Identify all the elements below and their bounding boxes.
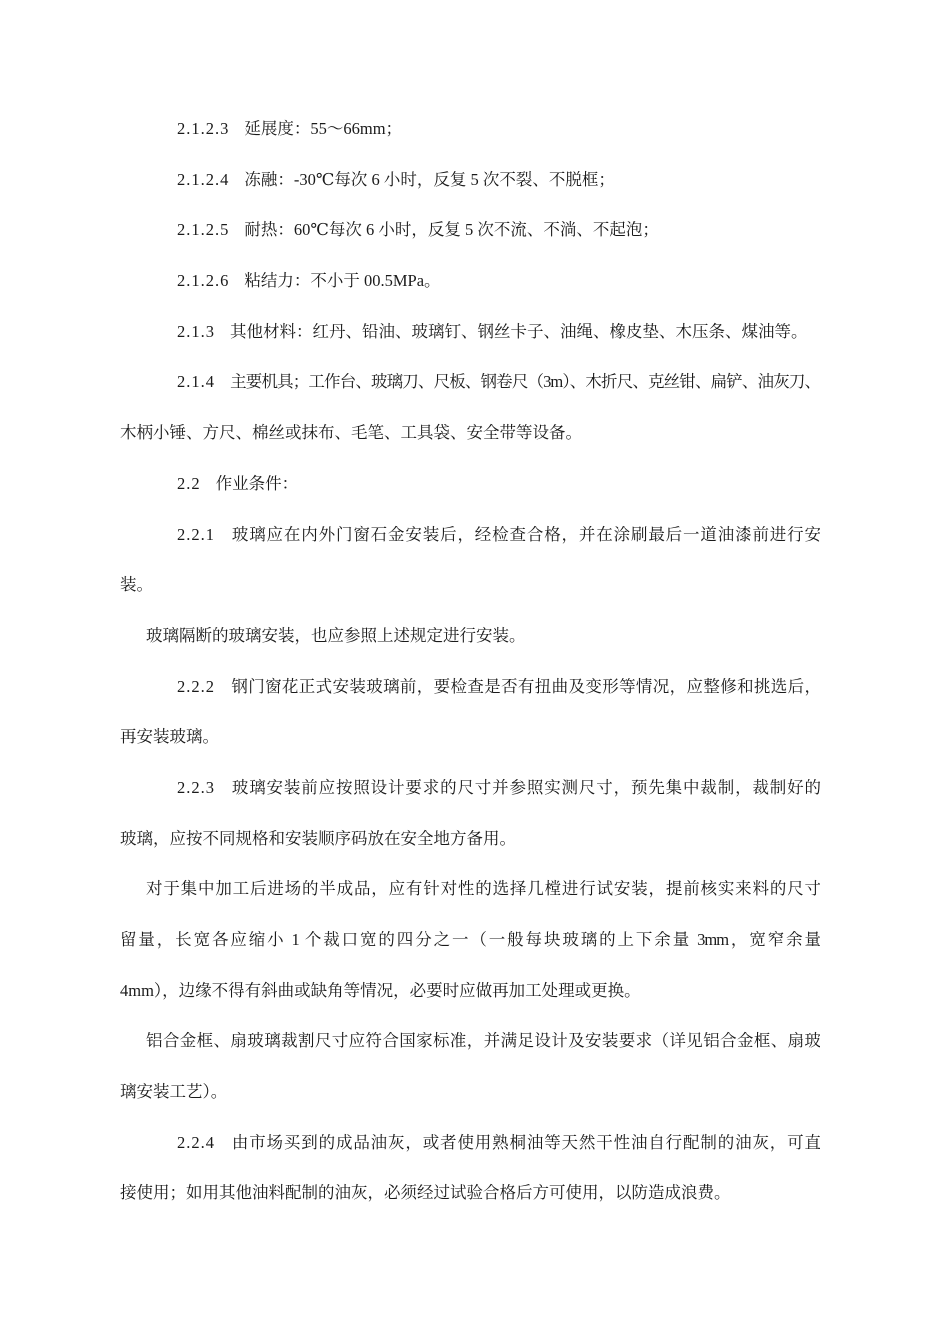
text-line [120, 611, 820, 662]
line-text: 粘结力：不小于 00.5MPa。 [244, 271, 441, 291]
text-line [120, 814, 820, 865]
text-line [120, 408, 820, 459]
clause-number: 2.1.2.3 [177, 119, 230, 138]
line-text: 玻璃安装前应按照设计要求的尺寸并参照实测尺寸，预先集中裁制，裁制好的 [230, 777, 820, 797]
clause-number: 2.1.2.5 [177, 220, 230, 240]
text-line [120, 155, 820, 206]
clause-number: 2.1.3 [177, 321, 215, 341]
line-text: 玻璃，应按不同规格和安装顺序码放在安全地方备用。 [120, 828, 516, 848]
line-text: 对于集中加工后进场的半成品，应有针对性的选择几樘进行试安装，提前核实来料的尺寸 [146, 879, 820, 899]
text-line [120, 357, 820, 408]
clause-number: 2.1.2.4 [177, 169, 230, 189]
text-line [120, 510, 820, 561]
text-line [120, 864, 820, 915]
line-text: 接使用；如用其他油料配制的油灰，必须经过试验合格后方可使用，以防造成浪费。 [120, 1183, 731, 1203]
line-text: 装。 [120, 575, 153, 595]
text-line [120, 763, 820, 814]
clause-number: 2.1.4 [177, 372, 215, 392]
clause-number: 2.2 [177, 473, 201, 493]
text-line [120, 1168, 820, 1219]
line-text: 铝合金框、扇玻璃裁割尺寸应符合国家标准，并满足设计及安装要求（详见铝合金框、扇玻 [146, 1031, 820, 1051]
clause-number: 2.2.4 [177, 1132, 215, 1152]
line-text: 其他材料：红丹、铅油、玻璃钉、钢丝卡子、油绳、橡皮垫、木压条、煤油等。 [230, 321, 808, 341]
text-line [120, 712, 820, 763]
line-text: 由市场买到的成品油灰，或者使用熟桐油等天然干性油自行配制的油灰，可直 [230, 1132, 820, 1152]
line-text: 钢门窗花正式安装玻璃前，要检查是否有扭曲及变形等情况，应整修和挑选后， [230, 676, 820, 696]
line-text: 留量，长宽各应缩小 1 个裁口宽的四分之一（一般每块玻璃的上下余量 3mm，宽窄余量 [120, 930, 820, 949]
line-text: 玻璃隔断的玻璃安装，也应参照上述规定进行安装。 [146, 625, 526, 645]
text-line [120, 307, 820, 358]
text-line [120, 1118, 820, 1169]
line-text: 主要机具；工作台、玻璃刀、尺板、钢卷尺（3m）、木折尺、克丝钳、扁铲、油灰刀、 [230, 372, 820, 392]
line-text: 再安装玻璃。 [120, 727, 219, 747]
text-line [120, 662, 820, 713]
text-line [120, 104, 820, 155]
line-text: 玻璃应在内外门窗石金安装后，经检查合格，并在涂刷最后一道油漆前进行安 [230, 524, 820, 544]
clause-number: 2.2.3 [177, 777, 215, 797]
text-line [120, 1067, 820, 1118]
text-line [120, 915, 820, 966]
text-line [120, 966, 820, 1017]
clause-number: 2.2.2 [177, 676, 215, 696]
clause-number: 2.2.1 [177, 524, 215, 544]
text-line [120, 1016, 820, 1067]
text-line [120, 459, 820, 510]
line-text: 耐热：60℃每次 6 小时，反复 5 次不流、不淌、不起泡； [244, 220, 659, 240]
clause-number: 2.1.2.6 [177, 271, 230, 291]
text-line [120, 560, 820, 611]
line-text: 木柄小锤、方尺、棉丝或抹布、毛笔、工具袋、安全带等设备。 [120, 423, 582, 443]
document-body [120, 104, 820, 1219]
line-text: 冻融：-30℃每次 6 小时，反复 5 次不裂、不脱框； [244, 169, 615, 189]
line-text: 延展度：55～66mm； [244, 119, 403, 138]
text-line [120, 256, 820, 307]
line-text: 4mm），边缘不得有斜曲或缺角等情况，必要时应做再加工处理或更换。 [120, 980, 641, 1000]
text-line [120, 205, 820, 256]
line-text: 作业条件： [215, 473, 299, 493]
line-text: 璃安装工艺）。 [120, 1082, 228, 1102]
